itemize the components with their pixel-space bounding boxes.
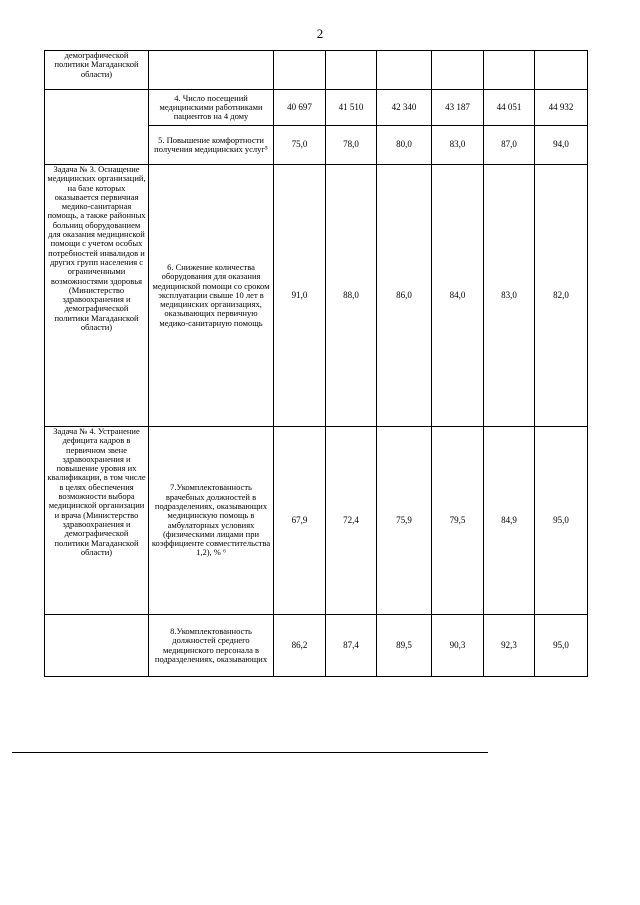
value-cell: 79,5 xyxy=(432,427,484,615)
value-cell xyxy=(432,51,484,90)
value-cell: 83,0 xyxy=(432,126,484,165)
value-cell: 91,0 xyxy=(274,165,326,427)
value-cell: 67,9 xyxy=(274,427,326,615)
task-cell: демографической политики Магаданской области) xyxy=(45,51,149,90)
value-cell: 95,0 xyxy=(535,427,588,615)
table-row xyxy=(45,51,588,90)
task-cell xyxy=(45,90,149,165)
table-row xyxy=(45,427,588,615)
value-cell xyxy=(274,51,326,90)
value-cell: 83,0 xyxy=(484,165,535,427)
value-cell: 82,0 xyxy=(535,165,588,427)
value-cell: 92,3 xyxy=(484,615,535,677)
indicator-cell: 8.Укомплектованность должностей среднего медицинского персонала в подразделениях, оказывающих xyxy=(149,615,274,677)
value-cell: 87,4 xyxy=(326,615,377,677)
indicators-table xyxy=(44,50,588,677)
value-cell: 88,0 xyxy=(326,165,377,427)
table-row xyxy=(45,165,588,427)
value-cell xyxy=(377,51,432,90)
value-cell: 87,0 xyxy=(484,126,535,165)
value-cell: 84,9 xyxy=(484,427,535,615)
task-cell: Задача № 3. Оснащение медицинских организаций, на базе которых оказывается первичная медико-санитарная помощь, а также районных больниц оборудованием для оказания медицинской помощи с учетом особых потребностей инвалидов и других групп населения с ограниченными возможностями здоровья (Министерство здравоохранения и демографической политики Магаданской области) xyxy=(45,165,149,427)
value-cell: 78,0 xyxy=(326,126,377,165)
value-cell: 72,4 xyxy=(326,427,377,615)
value-cell xyxy=(484,51,535,90)
value-cell: 95,0 xyxy=(535,615,588,677)
value-cell xyxy=(326,51,377,90)
value-cell: 94,0 xyxy=(535,126,588,165)
table-row xyxy=(45,615,588,677)
value-cell: 90,3 xyxy=(432,615,484,677)
value-cell: 44 051 xyxy=(484,90,535,126)
value-cell: 86,2 xyxy=(274,615,326,677)
value-cell: 89,5 xyxy=(377,615,432,677)
table-row xyxy=(45,90,588,126)
value-cell: 42 340 xyxy=(377,90,432,126)
value-cell xyxy=(535,51,588,90)
value-cell: 75,0 xyxy=(274,126,326,165)
indicator-cell xyxy=(149,51,274,90)
indicator-cell: 5. Повышение комфортности получения медицинских услуг⁵ xyxy=(149,126,274,165)
indicator-cell: 7.Укомплектованность врачебных должностей в подразделениях, оказывающих медицинскую помощь в амбулаторных условиях (физическими лицами при коэффициенте совместительства 1,2), % ⁶ xyxy=(149,427,274,615)
indicator-cell: 4. Число посещений медицинскими работниками пациентов на 4 дому xyxy=(149,90,274,126)
task-cell: Задача № 4. Устранение дефицита кадров в первичном звене здравоохранения и повышение уровня их квалификации, в том числе в целях обеспечения возможности выбора медицинской организации и врача (Министерство здравоохранения и демографической политики Магаданской области) xyxy=(45,427,149,615)
task-cell xyxy=(45,615,149,677)
footnote-divider xyxy=(12,752,488,753)
page-number: 2 xyxy=(316,26,324,41)
value-cell: 40 697 xyxy=(274,90,326,126)
indicator-cell: 6. Снижение количества оборудования для оказания медицинской помощи со сроком эксплуатации свыше 10 лет в медицинских организациях, оказывающих первичную медико-санитарную помощь xyxy=(149,165,274,427)
value-cell: 86,0 xyxy=(377,165,432,427)
value-cell: 41 510 xyxy=(326,90,377,126)
value-cell: 80,0 xyxy=(377,126,432,165)
value-cell: 84,0 xyxy=(432,165,484,427)
value-cell: 43 187 xyxy=(432,90,484,126)
value-cell: 44 932 xyxy=(535,90,588,126)
value-cell: 75,9 xyxy=(377,427,432,615)
